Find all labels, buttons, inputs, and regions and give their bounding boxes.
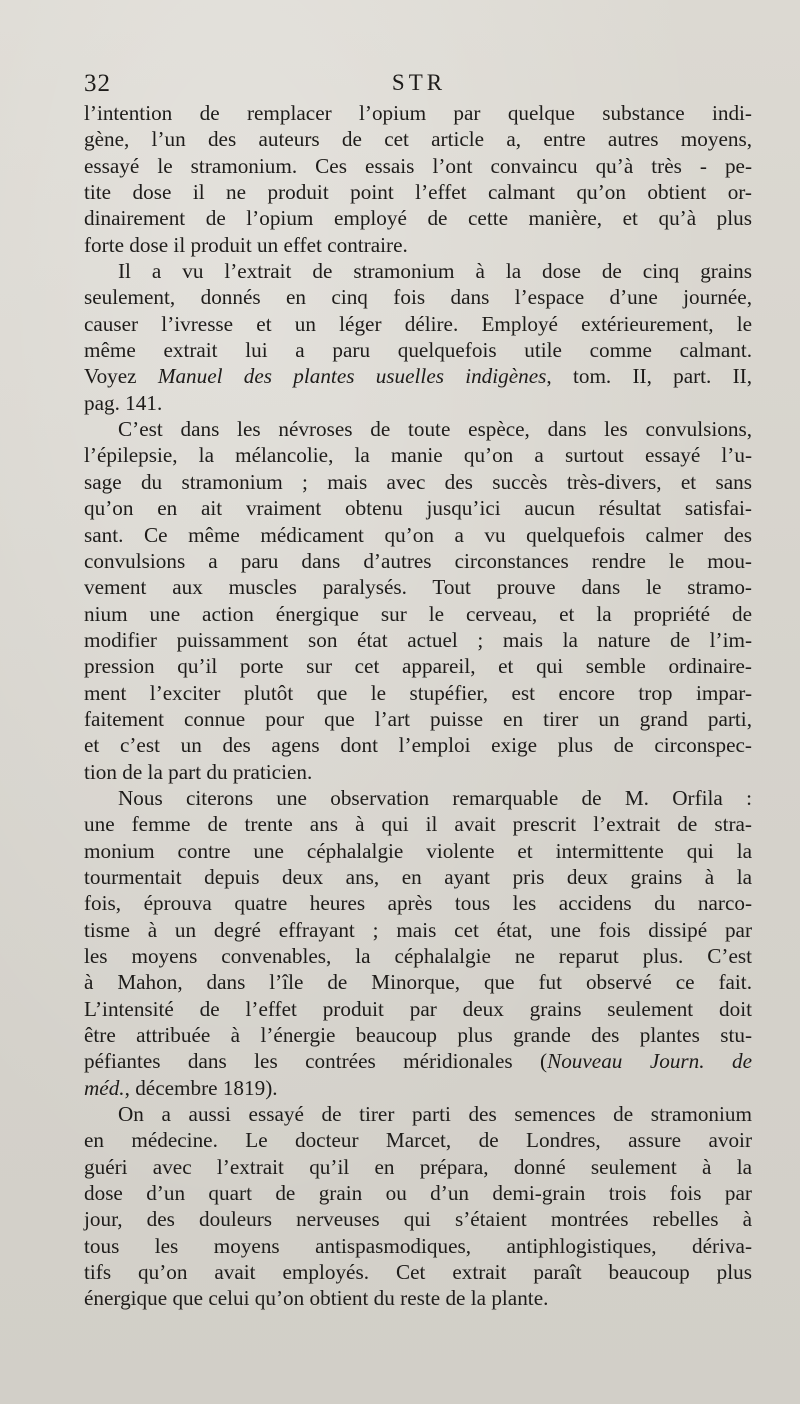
text-line: les moyens convenables, la céphalalgie ne reparut plus. C’est [84, 944, 752, 968]
page-header [84, 70, 754, 104]
text-line: tite dose il ne produit point l’effet calmant qu’on obtient or- [84, 180, 752, 205]
text-line: modifier puissamment son état actuel ; mais la nature de l’im- [84, 627, 752, 652]
paragraph [84, 258, 752, 416]
text-line: gène, l’un des auteurs de cet article a, entre autres moyens, [84, 127, 752, 152]
text-line: Voyez Manuel des plantes usuelles indigènes, tom. II, part. II, [84, 364, 752, 389]
text-line: L’intensité de l’effet produit par deux grains seulement doit [84, 996, 752, 1021]
text-line: pression qu’il porte sur cet appareil, et qui semble ordinaire- [84, 654, 752, 679]
text-line: convulsions a paru dans d’autres circonstances rendre le mou- [84, 548, 752, 573]
text-line: tion de la part du praticien. [84, 759, 313, 784]
text-line: ment l’exciter plutôt que le stupéfier, est encore trop impar- [84, 680, 752, 705]
text-line: pag. 141. [84, 390, 163, 415]
text-line: être attribuée à l’énergie beaucoup plus grande des plantes stu- [84, 1023, 752, 1048]
text-line: faitement connue pour que l’art puisse en tirer un grand parti, [84, 706, 752, 731]
text-line: Il a vu l’extrait de stramonium à la dose de cinq grains [118, 259, 752, 284]
text-line: énergique que celui qu’on obtient du reste de la plante. [84, 1286, 549, 1311]
page-number: 32 [84, 70, 111, 97]
text-line: causer l’ivresse et un léger délire. Employé extérieurement, le [84, 311, 752, 336]
body-text [84, 100, 752, 1312]
paragraph [84, 1101, 752, 1312]
text-line: qu’on en ait vraiment obtenu jusqu’ici aucun résultat satisfai- [84, 496, 752, 521]
text-line: même extrait lui a paru quelquefois utile comme calmant. [84, 338, 752, 363]
text-line: en médecine. Le docteur Marcet, de Londres, assure avoir [84, 1128, 752, 1153]
text-line: Nous citerons une observation remarquable de M. Orfila : [118, 785, 752, 810]
text-line: On a aussi essayé de tirer parti des semences de stramonium [118, 1102, 752, 1127]
running-head: STR [391, 70, 447, 95]
paragraph [84, 100, 752, 258]
text-line: vement aux muscles paralysés. Tout prouve dans le stramo- [84, 575, 752, 600]
text-line: essayé le stramonium. Ces essais l’ont convaincu qu’à très - pe- [84, 153, 752, 178]
text-line: tourmentait depuis deux ans, en ayant pris deux grains à la [84, 864, 752, 889]
text-line: sant. Ce même médicament qu’on a vu quelquefois calmer des [84, 522, 752, 547]
text-line: seulement, donnés en cinq fois dans l’espace d’une journée, [84, 285, 752, 310]
text-line: C’est dans les névroses de toute espèce, dans les convulsions, [118, 417, 752, 442]
paragraph [84, 785, 752, 1101]
text-line: dinairement de l’opium employé de cette manière, et qu’à plus [84, 206, 752, 231]
text-line: monium contre une céphalalgie violente et intermittente qui la [84, 838, 752, 863]
text-line: à Mahon, dans l’île de Minorque, que fut observé ce fait. [84, 970, 752, 995]
text-line: l’épilepsie, la mélancolie, la manie qu’on a surtout essayé l’u- [84, 443, 752, 468]
paragraph [84, 416, 752, 785]
text-line: tisme à un degré effrayant ; mais cet état, une fois dissipé par [84, 917, 752, 942]
text-line: et c’est un des agens dont l’emploi exige plus de circonspec- [84, 733, 752, 758]
text-line: sage du stramonium ; mais avec des succès très-divers, et sans [84, 469, 752, 494]
text-line: forte dose il produit un effet contraire. [84, 232, 408, 257]
text-line: tifs qu’on avait employés. Cet extrait paraît beaucoup plus [84, 1260, 752, 1285]
text-line: dose d’un quart de grain ou d’un demi-grain trois fois par [84, 1181, 752, 1206]
text-line: jour, des douleurs nerveuses qui s’étaient montrées rebelles à [84, 1207, 752, 1232]
text-line: tous les moyens antispasmodiques, antiphlogistiques, dériva- [84, 1233, 752, 1258]
text-line: fois, éprouva quatre heures après tous les accidens du narco- [84, 891, 752, 916]
text-line: nium une action énergique sur le cerveau, et la propriété de [84, 601, 752, 626]
text-line: guéri avec l’extrait qu’il en prépara, donné seulement à la [84, 1154, 752, 1179]
text-line: méd., décembre 1819). [84, 1075, 278, 1100]
text-line: péfiantes dans les contrées méridionales (Nouveau Journ. de [84, 1049, 752, 1074]
text-line: une femme de trente ans à qui il avait prescrit l’extrait de stra- [84, 812, 752, 837]
text-line: l’intention de remplacer l’opium par quelque substance indi- [84, 101, 752, 125]
